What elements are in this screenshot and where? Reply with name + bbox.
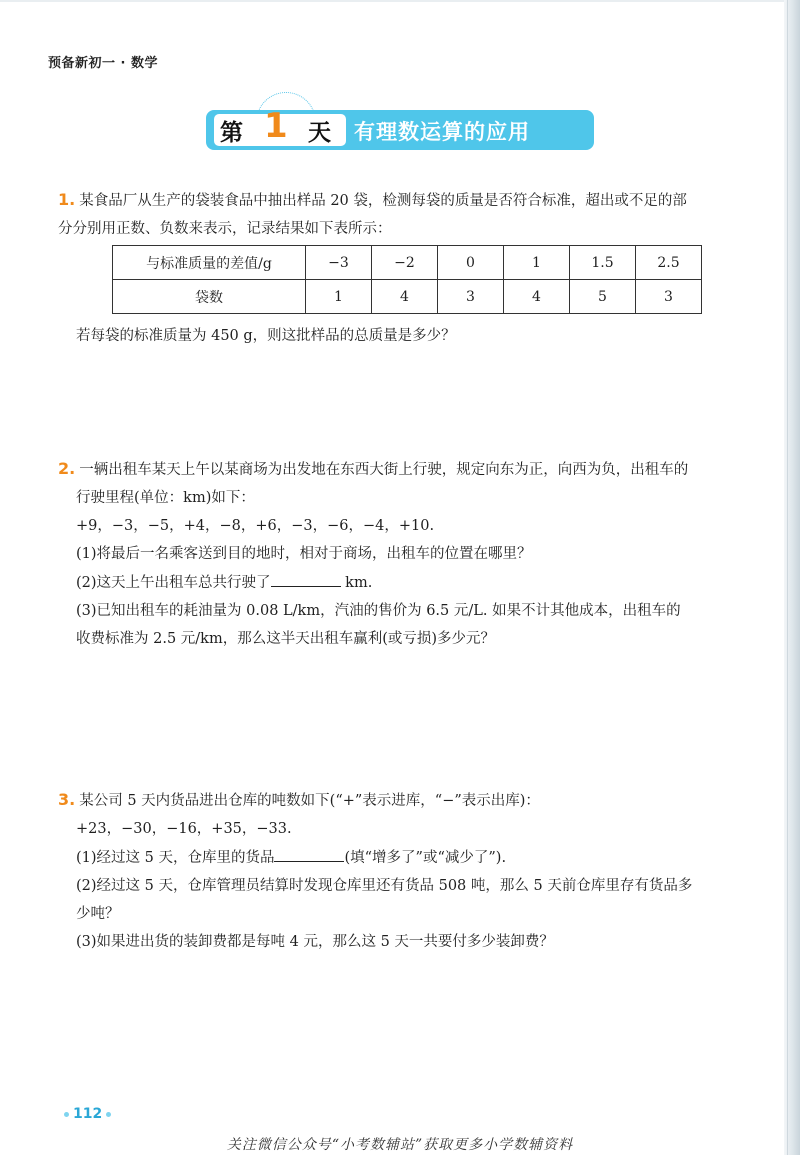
problem-2-question-2-unit: km. xyxy=(345,575,373,591)
table-cell: 0 xyxy=(438,246,504,280)
table-cell: 4 xyxy=(372,280,438,314)
table-cell: 1 xyxy=(504,246,570,280)
page-binding-edge xyxy=(784,0,800,1155)
problem-1-line-1 xyxy=(58,186,758,215)
problem-1-question xyxy=(58,322,758,350)
table-cell: −3 xyxy=(306,246,372,280)
title-day-number: 1 xyxy=(264,106,288,146)
problem-2 xyxy=(58,455,758,653)
table-cell: 4 xyxy=(504,280,570,314)
page-header: 预备新初一 · 数学 xyxy=(48,56,158,71)
problem-3-text-1: 某公司 5 天内货品进出仓库的吨数如下(“+”表示进库，“−”表示出库)： xyxy=(79,793,540,809)
problem-2-line-1 xyxy=(58,455,758,484)
problem-3-tonnage: +23，−30，−16，+35，−33. xyxy=(76,821,292,837)
answer-blank xyxy=(274,843,344,862)
problem-2-text-2: 行驶里程(单位：km)如下： xyxy=(76,490,255,506)
page-number-text: 112 xyxy=(73,1106,103,1122)
table-cell: 2.5 xyxy=(636,246,702,280)
problem-3-question-1-text: (1)经过这 5 天，仓库里的货品 xyxy=(76,850,275,866)
problem-2-question-3-line-1: (3)已知出租车的耗油量为 0.08 L/km，汽油的售价为 6.5 元/L. 如果不计其他成本，出租车的 xyxy=(76,603,681,619)
title-suffix: 天 xyxy=(308,120,331,146)
problem-1-question-text: 若每袋的标准质量为 450 g，则这批样品的总质量是多少？ xyxy=(76,328,456,344)
problem-2-question-3-line-2: 收费标准为 2.5 元/km，那么这半天出租车赢利(或亏损)多少元？ xyxy=(76,631,496,647)
problem-2-question-1: (1)将最后一名乘客送到目的地时，相对于商场，出租车的位置在哪里？ xyxy=(76,546,532,562)
table-header-difference: 与标准质量的差值/g xyxy=(113,246,306,280)
lesson-title-banner xyxy=(206,106,594,150)
table-cell: 1.5 xyxy=(570,246,636,280)
answer-blank xyxy=(271,568,341,587)
problem-1-text-2: 分分别用正数、负数来表示，记录结果如下表所示： xyxy=(58,221,392,237)
problem-3-question-1-hint: (填“增多了”或“减少了”). xyxy=(344,850,507,866)
dot-icon xyxy=(106,1112,111,1117)
footer-watermark: 关注微信公众号“小考数辅站”获取更多小学数辅资料 xyxy=(226,1137,574,1153)
table-cell: −2 xyxy=(372,246,438,280)
table-cell: 1 xyxy=(306,280,372,314)
problem-3 xyxy=(58,786,758,956)
problem-1-line-2 xyxy=(58,215,758,243)
table-header-bags: 袋数 xyxy=(113,280,306,314)
problem-3-question-2-line-1: (2)经过这 5 天，仓库管理员结算时发现仓库里还有货品 508 吨，那么 5 天前仓库里存有货品多 xyxy=(76,878,693,894)
table-row xyxy=(113,246,702,280)
table-cell: 3 xyxy=(438,280,504,314)
page-top-edge xyxy=(0,0,784,2)
dot-icon xyxy=(64,1112,69,1117)
problem-1-number: 1. xyxy=(58,190,76,209)
page-number xyxy=(60,1106,115,1122)
problem-2-text-1: 一辆出租车某天上午以某商场为出发地在东西大街上行驶，规定向东为正，向西为负，出租车的 xyxy=(79,462,689,478)
problem-2-question-2-text: (2)这天上午出租车总共行驶了 xyxy=(76,575,271,591)
table-row xyxy=(113,280,702,314)
problem-1-text-1: 某食品厂从生产的袋装食品中抽出样品 20 袋，检测每袋的质量是否符合标准，超出或不足的部 xyxy=(79,193,687,209)
problem-2-number: 2. xyxy=(58,459,76,478)
problem-3-question-2-line-2: 少吨？ xyxy=(76,906,120,922)
problem-3-question-1 xyxy=(76,843,758,872)
problem-3-line-1 xyxy=(58,786,758,815)
title-prefix: 第 xyxy=(220,120,243,146)
problem-2-question-2 xyxy=(76,568,758,597)
mass-difference-table xyxy=(112,245,702,314)
table-cell: 3 xyxy=(636,280,702,314)
problem-1 xyxy=(58,186,758,243)
table-cell: 5 xyxy=(570,280,636,314)
lesson-title: 有理数运算的应用 xyxy=(354,120,530,144)
problem-3-question-3: (3)如果进出货的装卸费都是每吨 4 元，那么这 5 天一共要付多少装卸费？ xyxy=(76,934,554,950)
problem-3-number: 3. xyxy=(58,790,76,809)
problem-2-mileage: +9，−3，−5，+4，−8，+6，−3，−6，−4，+10. xyxy=(76,518,435,534)
